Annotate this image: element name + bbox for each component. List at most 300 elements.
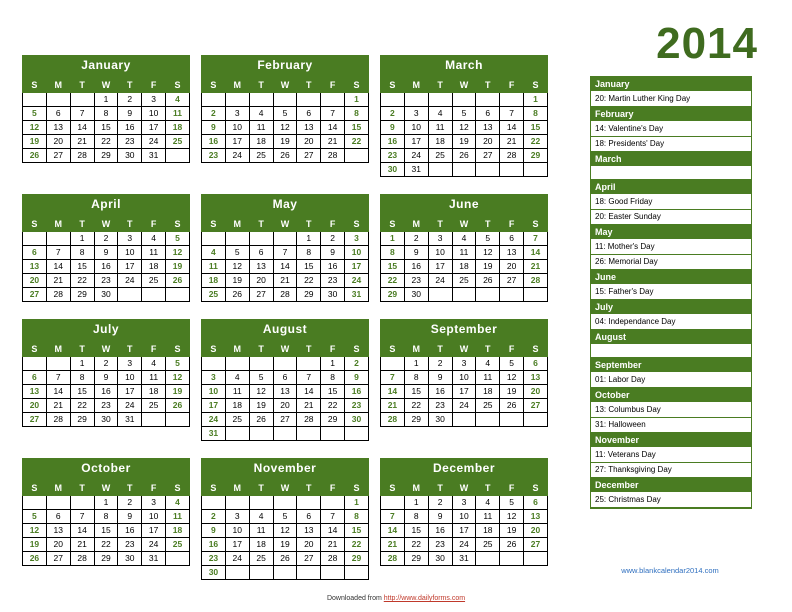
day-cell[interactable]: 3 <box>118 232 142 246</box>
day-cell[interactable]: 26 <box>273 552 297 566</box>
day-cell[interactable]: 3 <box>345 232 369 246</box>
day-cell[interactable]: 28 <box>524 274 548 288</box>
day-cell[interactable]: 23 <box>428 399 452 413</box>
day-cell[interactable]: 5 <box>23 510 47 524</box>
day-cell[interactable]: 31 <box>142 149 166 163</box>
day-cell[interactable]: 15 <box>94 524 118 538</box>
day-cell[interactable]: 22 <box>297 274 321 288</box>
day-cell[interactable]: 29 <box>70 413 94 427</box>
day-cell[interactable]: 23 <box>321 274 345 288</box>
day-cell[interactable]: 30 <box>381 163 405 177</box>
day-cell[interactable]: 4 <box>142 232 166 246</box>
day-cell[interactable]: 23 <box>202 149 226 163</box>
day-cell[interactable]: 21 <box>70 135 94 149</box>
day-cell[interactable]: 21 <box>321 538 345 552</box>
day-cell[interactable]: 29 <box>70 288 94 302</box>
day-cell[interactable]: 25 <box>476 538 500 552</box>
day-cell[interactable]: 8 <box>321 371 345 385</box>
day-cell[interactable]: 15 <box>404 385 428 399</box>
day-cell[interactable]: 30 <box>202 566 226 580</box>
day-cell[interactable]: 9 <box>94 246 118 260</box>
day-cell[interactable]: 15 <box>524 121 548 135</box>
day-cell[interactable]: 16 <box>118 121 142 135</box>
day-cell[interactable]: 24 <box>118 399 142 413</box>
day-cell[interactable]: 18 <box>142 385 166 399</box>
day-cell[interactable]: 20 <box>524 524 548 538</box>
day-cell[interactable]: 15 <box>345 121 369 135</box>
day-cell[interactable]: 21 <box>46 274 70 288</box>
day-cell[interactable]: 25 <box>428 149 452 163</box>
day-cell[interactable]: 22 <box>321 399 345 413</box>
day-cell[interactable]: 27 <box>46 149 70 163</box>
day-cell[interactable]: 12 <box>249 385 273 399</box>
day-cell[interactable]: 21 <box>381 399 405 413</box>
day-cell[interactable]: 8 <box>94 107 118 121</box>
day-cell[interactable]: 23 <box>345 399 369 413</box>
day-cell[interactable]: 29 <box>321 413 345 427</box>
day-cell[interactable]: 3 <box>142 93 166 107</box>
day-cell[interactable]: 12 <box>23 524 47 538</box>
day-cell[interactable]: 7 <box>524 232 548 246</box>
day-cell[interactable]: 14 <box>381 524 405 538</box>
day-cell[interactable]: 8 <box>345 510 369 524</box>
day-cell[interactable]: 2 <box>202 510 226 524</box>
day-cell[interactable]: 18 <box>166 121 190 135</box>
day-cell[interactable]: 20 <box>249 274 273 288</box>
day-cell[interactable]: 6 <box>23 371 47 385</box>
day-cell[interactable]: 17 <box>202 399 226 413</box>
day-cell[interactable]: 13 <box>524 510 548 524</box>
day-cell[interactable]: 14 <box>500 121 524 135</box>
day-cell[interactable]: 20 <box>46 135 70 149</box>
day-cell[interactable]: 17 <box>452 524 476 538</box>
day-cell[interactable]: 4 <box>249 107 273 121</box>
day-cell[interactable]: 4 <box>202 246 226 260</box>
day-cell[interactable]: 24 <box>428 274 452 288</box>
day-cell[interactable]: 23 <box>94 399 118 413</box>
day-cell[interactable]: 2 <box>428 496 452 510</box>
day-cell[interactable]: 27 <box>297 552 321 566</box>
day-cell[interactable]: 1 <box>524 93 548 107</box>
day-cell[interactable]: 23 <box>404 274 428 288</box>
day-cell[interactable]: 24 <box>142 538 166 552</box>
day-cell[interactable]: 10 <box>142 510 166 524</box>
day-cell[interactable]: 3 <box>225 107 249 121</box>
day-cell[interactable]: 6 <box>249 246 273 260</box>
day-cell[interactable]: 6 <box>46 107 70 121</box>
day-cell[interactable]: 6 <box>476 107 500 121</box>
day-cell[interactable]: 30 <box>428 413 452 427</box>
day-cell[interactable]: 4 <box>476 357 500 371</box>
day-cell[interactable]: 11 <box>428 121 452 135</box>
day-cell[interactable]: 26 <box>23 552 47 566</box>
day-cell[interactable]: 25 <box>166 538 190 552</box>
day-cell[interactable]: 14 <box>46 385 70 399</box>
day-cell[interactable]: 11 <box>452 246 476 260</box>
day-cell[interactable]: 31 <box>345 288 369 302</box>
day-cell[interactable]: 28 <box>321 552 345 566</box>
day-cell[interactable]: 11 <box>225 385 249 399</box>
day-cell[interactable]: 17 <box>225 538 249 552</box>
day-cell[interactable]: 19 <box>476 260 500 274</box>
day-cell[interactable]: 23 <box>202 552 226 566</box>
day-cell[interactable]: 26 <box>452 149 476 163</box>
day-cell[interactable]: 8 <box>524 107 548 121</box>
day-cell[interactable]: 26 <box>166 399 190 413</box>
day-cell[interactable]: 23 <box>428 538 452 552</box>
day-cell[interactable]: 12 <box>476 246 500 260</box>
day-cell[interactable]: 13 <box>297 524 321 538</box>
day-cell[interactable]: 29 <box>297 288 321 302</box>
day-cell[interactable]: 26 <box>500 538 524 552</box>
day-cell[interactable]: 4 <box>452 232 476 246</box>
day-cell[interactable]: 13 <box>23 385 47 399</box>
day-cell[interactable]: 24 <box>345 274 369 288</box>
day-cell[interactable]: 1 <box>321 357 345 371</box>
day-cell[interactable]: 11 <box>476 510 500 524</box>
day-cell[interactable]: 10 <box>452 510 476 524</box>
day-cell[interactable]: 13 <box>297 121 321 135</box>
day-cell[interactable]: 9 <box>428 371 452 385</box>
day-cell[interactable]: 16 <box>94 260 118 274</box>
day-cell[interactable]: 21 <box>273 274 297 288</box>
day-cell[interactable]: 10 <box>345 246 369 260</box>
day-cell[interactable]: 12 <box>452 121 476 135</box>
day-cell[interactable]: 28 <box>46 413 70 427</box>
day-cell[interactable]: 22 <box>404 538 428 552</box>
day-cell[interactable]: 12 <box>273 121 297 135</box>
day-cell[interactable]: 15 <box>404 524 428 538</box>
day-cell[interactable]: 2 <box>381 107 405 121</box>
day-cell[interactable]: 26 <box>500 399 524 413</box>
day-cell[interactable]: 10 <box>404 121 428 135</box>
day-cell[interactable]: 12 <box>23 121 47 135</box>
day-cell[interactable]: 2 <box>202 107 226 121</box>
day-cell[interactable]: 5 <box>249 371 273 385</box>
day-cell[interactable]: 26 <box>23 149 47 163</box>
day-cell[interactable]: 14 <box>524 246 548 260</box>
day-cell[interactable]: 15 <box>94 121 118 135</box>
day-cell[interactable]: 10 <box>142 107 166 121</box>
day-cell[interactable]: 23 <box>118 135 142 149</box>
day-cell[interactable]: 8 <box>404 510 428 524</box>
day-cell[interactable]: 20 <box>23 399 47 413</box>
day-cell[interactable]: 3 <box>428 232 452 246</box>
day-cell[interactable]: 7 <box>70 510 94 524</box>
day-cell[interactable]: 14 <box>381 385 405 399</box>
day-cell[interactable]: 25 <box>225 413 249 427</box>
day-cell[interactable]: 28 <box>70 149 94 163</box>
day-cell[interactable]: 11 <box>142 246 166 260</box>
day-cell[interactable]: 6 <box>297 107 321 121</box>
day-cell[interactable]: 27 <box>249 288 273 302</box>
day-cell[interactable]: 19 <box>500 385 524 399</box>
day-cell[interactable]: 8 <box>70 371 94 385</box>
day-cell[interactable]: 22 <box>70 274 94 288</box>
day-cell[interactable]: 6 <box>273 371 297 385</box>
day-cell[interactable]: 15 <box>381 260 405 274</box>
day-cell[interactable]: 17 <box>428 260 452 274</box>
day-cell[interactable]: 1 <box>345 496 369 510</box>
day-cell[interactable]: 10 <box>225 524 249 538</box>
day-cell[interactable]: 9 <box>321 246 345 260</box>
day-cell[interactable]: 27 <box>500 274 524 288</box>
day-cell[interactable]: 14 <box>70 121 94 135</box>
day-cell[interactable]: 22 <box>345 538 369 552</box>
day-cell[interactable]: 22 <box>345 135 369 149</box>
day-cell[interactable]: 2 <box>321 232 345 246</box>
day-cell[interactable]: 23 <box>381 149 405 163</box>
day-cell[interactable]: 28 <box>297 413 321 427</box>
day-cell[interactable]: 18 <box>225 399 249 413</box>
day-cell[interactable]: 2 <box>118 93 142 107</box>
day-cell[interactable]: 20 <box>476 135 500 149</box>
day-cell[interactable]: 16 <box>94 385 118 399</box>
day-cell[interactable]: 8 <box>94 510 118 524</box>
day-cell[interactable]: 27 <box>23 288 47 302</box>
day-cell[interactable]: 7 <box>321 107 345 121</box>
day-cell[interactable]: 3 <box>452 496 476 510</box>
day-cell[interactable]: 22 <box>381 274 405 288</box>
day-cell[interactable]: 22 <box>524 135 548 149</box>
day-cell[interactable]: 2 <box>94 232 118 246</box>
day-cell[interactable]: 22 <box>94 135 118 149</box>
day-cell[interactable]: 4 <box>166 93 190 107</box>
day-cell[interactable]: 13 <box>476 121 500 135</box>
day-cell[interactable]: 10 <box>118 246 142 260</box>
day-cell[interactable]: 27 <box>476 149 500 163</box>
day-cell[interactable]: 30 <box>404 288 428 302</box>
day-cell[interactable]: 5 <box>225 246 249 260</box>
day-cell[interactable]: 5 <box>500 496 524 510</box>
day-cell[interactable]: 1 <box>94 496 118 510</box>
day-cell[interactable]: 5 <box>452 107 476 121</box>
day-cell[interactable]: 24 <box>225 552 249 566</box>
day-cell[interactable]: 14 <box>297 385 321 399</box>
day-cell[interactable]: 2 <box>404 232 428 246</box>
day-cell[interactable]: 8 <box>297 246 321 260</box>
day-cell[interactable]: 9 <box>202 121 226 135</box>
day-cell[interactable]: 29 <box>524 149 548 163</box>
day-cell[interactable]: 12 <box>225 260 249 274</box>
day-cell[interactable]: 26 <box>273 149 297 163</box>
day-cell[interactable]: 1 <box>297 232 321 246</box>
day-cell[interactable]: 16 <box>404 260 428 274</box>
day-cell[interactable]: 4 <box>249 510 273 524</box>
day-cell[interactable]: 16 <box>118 524 142 538</box>
day-cell[interactable]: 27 <box>524 538 548 552</box>
day-cell[interactable]: 30 <box>321 288 345 302</box>
day-cell[interactable]: 9 <box>404 246 428 260</box>
day-cell[interactable]: 9 <box>381 121 405 135</box>
day-cell[interactable]: 3 <box>118 357 142 371</box>
day-cell[interactable]: 18 <box>166 524 190 538</box>
day-cell[interactable]: 24 <box>118 274 142 288</box>
day-cell[interactable]: 13 <box>46 121 70 135</box>
day-cell[interactable]: 6 <box>500 232 524 246</box>
day-cell[interactable]: 16 <box>428 385 452 399</box>
day-cell[interactable]: 21 <box>381 538 405 552</box>
day-cell[interactable]: 28 <box>381 413 405 427</box>
day-cell[interactable]: 16 <box>428 524 452 538</box>
day-cell[interactable]: 27 <box>297 149 321 163</box>
day-cell[interactable]: 11 <box>202 260 226 274</box>
day-cell[interactable]: 30 <box>345 413 369 427</box>
day-cell[interactable]: 24 <box>142 135 166 149</box>
day-cell[interactable]: 18 <box>249 538 273 552</box>
day-cell[interactable]: 2 <box>428 357 452 371</box>
day-cell[interactable]: 5 <box>23 107 47 121</box>
day-cell[interactable]: 3 <box>142 496 166 510</box>
day-cell[interactable]: 18 <box>249 135 273 149</box>
day-cell[interactable]: 4 <box>428 107 452 121</box>
day-cell[interactable]: 9 <box>428 510 452 524</box>
day-cell[interactable]: 17 <box>142 121 166 135</box>
day-cell[interactable]: 9 <box>118 510 142 524</box>
day-cell[interactable]: 1 <box>70 357 94 371</box>
day-cell[interactable]: 21 <box>500 135 524 149</box>
day-cell[interactable]: 28 <box>500 149 524 163</box>
day-cell[interactable]: 4 <box>225 371 249 385</box>
day-cell[interactable]: 8 <box>381 246 405 260</box>
day-cell[interactable]: 7 <box>46 246 70 260</box>
day-cell[interactable]: 9 <box>345 371 369 385</box>
day-cell[interactable]: 24 <box>404 149 428 163</box>
day-cell[interactable]: 10 <box>202 385 226 399</box>
day-cell[interactable]: 11 <box>249 121 273 135</box>
day-cell[interactable]: 3 <box>225 510 249 524</box>
day-cell[interactable]: 31 <box>452 552 476 566</box>
day-cell[interactable]: 17 <box>142 524 166 538</box>
day-cell[interactable]: 24 <box>225 149 249 163</box>
day-cell[interactable]: 18 <box>452 260 476 274</box>
day-cell[interactable]: 19 <box>23 538 47 552</box>
day-cell[interactable]: 1 <box>345 93 369 107</box>
day-cell[interactable]: 10 <box>428 246 452 260</box>
day-cell[interactable]: 20 <box>297 135 321 149</box>
day-cell[interactable]: 8 <box>404 371 428 385</box>
day-cell[interactable]: 28 <box>273 288 297 302</box>
day-cell[interactable]: 17 <box>118 385 142 399</box>
day-cell[interactable]: 21 <box>297 399 321 413</box>
day-cell[interactable]: 15 <box>345 524 369 538</box>
day-cell[interactable]: 25 <box>452 274 476 288</box>
day-cell[interactable]: 30 <box>94 288 118 302</box>
day-cell[interactable]: 18 <box>202 274 226 288</box>
day-cell[interactable]: 10 <box>118 371 142 385</box>
day-cell[interactable]: 11 <box>476 371 500 385</box>
day-cell[interactable]: 22 <box>94 538 118 552</box>
day-cell[interactable]: 9 <box>118 107 142 121</box>
day-cell[interactable]: 16 <box>202 135 226 149</box>
day-cell[interactable]: 7 <box>381 510 405 524</box>
day-cell[interactable]: 6 <box>524 357 548 371</box>
day-cell[interactable]: 21 <box>70 538 94 552</box>
day-cell[interactable]: 14 <box>273 260 297 274</box>
day-cell[interactable]: 13 <box>524 371 548 385</box>
day-cell[interactable]: 12 <box>273 524 297 538</box>
day-cell[interactable]: 12 <box>166 371 190 385</box>
day-cell[interactable]: 14 <box>321 524 345 538</box>
day-cell[interactable]: 7 <box>381 371 405 385</box>
day-cell[interactable]: 25 <box>249 149 273 163</box>
day-cell[interactable]: 23 <box>118 538 142 552</box>
day-cell[interactable]: 5 <box>476 232 500 246</box>
day-cell[interactable]: 29 <box>345 552 369 566</box>
day-cell[interactable]: 11 <box>249 524 273 538</box>
day-cell[interactable]: 27 <box>273 413 297 427</box>
day-cell[interactable]: 29 <box>381 288 405 302</box>
site-link[interactable]: www.blankcalendar2014.com <box>621 566 719 575</box>
day-cell[interactable]: 18 <box>428 135 452 149</box>
day-cell[interactable]: 29 <box>94 552 118 566</box>
day-cell[interactable]: 1 <box>404 357 428 371</box>
day-cell[interactable]: 1 <box>70 232 94 246</box>
day-cell[interactable]: 3 <box>452 357 476 371</box>
day-cell[interactable]: 31 <box>142 552 166 566</box>
day-cell[interactable]: 22 <box>404 399 428 413</box>
day-cell[interactable]: 1 <box>381 232 405 246</box>
day-cell[interactable]: 27 <box>524 399 548 413</box>
day-cell[interactable]: 5 <box>166 357 190 371</box>
day-cell[interactable]: 11 <box>166 510 190 524</box>
footer-link[interactable]: http://www.dailyforms.com <box>383 595 466 602</box>
day-cell[interactable]: 26 <box>249 413 273 427</box>
day-cell[interactable]: 11 <box>142 371 166 385</box>
day-cell[interactable]: 8 <box>345 107 369 121</box>
day-cell[interactable]: 21 <box>321 135 345 149</box>
day-cell[interactable]: 21 <box>524 260 548 274</box>
day-cell[interactable]: 25 <box>142 399 166 413</box>
day-cell[interactable]: 27 <box>46 552 70 566</box>
day-cell[interactable]: 11 <box>166 107 190 121</box>
day-cell[interactable]: 26 <box>476 274 500 288</box>
day-cell[interactable]: 17 <box>404 135 428 149</box>
day-cell[interactable]: 26 <box>166 274 190 288</box>
day-cell[interactable]: 27 <box>23 413 47 427</box>
day-cell[interactable]: 1 <box>404 496 428 510</box>
day-cell[interactable]: 30 <box>118 552 142 566</box>
day-cell[interactable]: 13 <box>500 246 524 260</box>
day-cell[interactable]: 17 <box>452 385 476 399</box>
day-cell[interactable]: 30 <box>94 413 118 427</box>
day-cell[interactable]: 16 <box>345 385 369 399</box>
day-cell[interactable]: 3 <box>404 107 428 121</box>
day-cell[interactable]: 16 <box>321 260 345 274</box>
day-cell[interactable]: 24 <box>452 399 476 413</box>
day-cell[interactable]: 25 <box>202 288 226 302</box>
day-cell[interactable]: 19 <box>249 399 273 413</box>
day-cell[interactable]: 2 <box>118 496 142 510</box>
day-cell[interactable]: 9 <box>94 371 118 385</box>
day-cell[interactable]: 6 <box>524 496 548 510</box>
day-cell[interactable]: 7 <box>46 371 70 385</box>
day-cell[interactable]: 30 <box>118 149 142 163</box>
day-cell[interactable]: 31 <box>404 163 428 177</box>
day-cell[interactable]: 23 <box>94 274 118 288</box>
day-cell[interactable]: 28 <box>321 149 345 163</box>
day-cell[interactable]: 5 <box>273 510 297 524</box>
day-cell[interactable]: 1 <box>94 93 118 107</box>
day-cell[interactable]: 21 <box>46 399 70 413</box>
day-cell[interactable]: 25 <box>166 135 190 149</box>
day-cell[interactable]: 15 <box>321 385 345 399</box>
day-cell[interactable]: 13 <box>273 385 297 399</box>
day-cell[interactable]: 15 <box>297 260 321 274</box>
day-cell[interactable]: 19 <box>452 135 476 149</box>
day-cell[interactable]: 7 <box>321 510 345 524</box>
day-cell[interactable]: 13 <box>23 260 47 274</box>
